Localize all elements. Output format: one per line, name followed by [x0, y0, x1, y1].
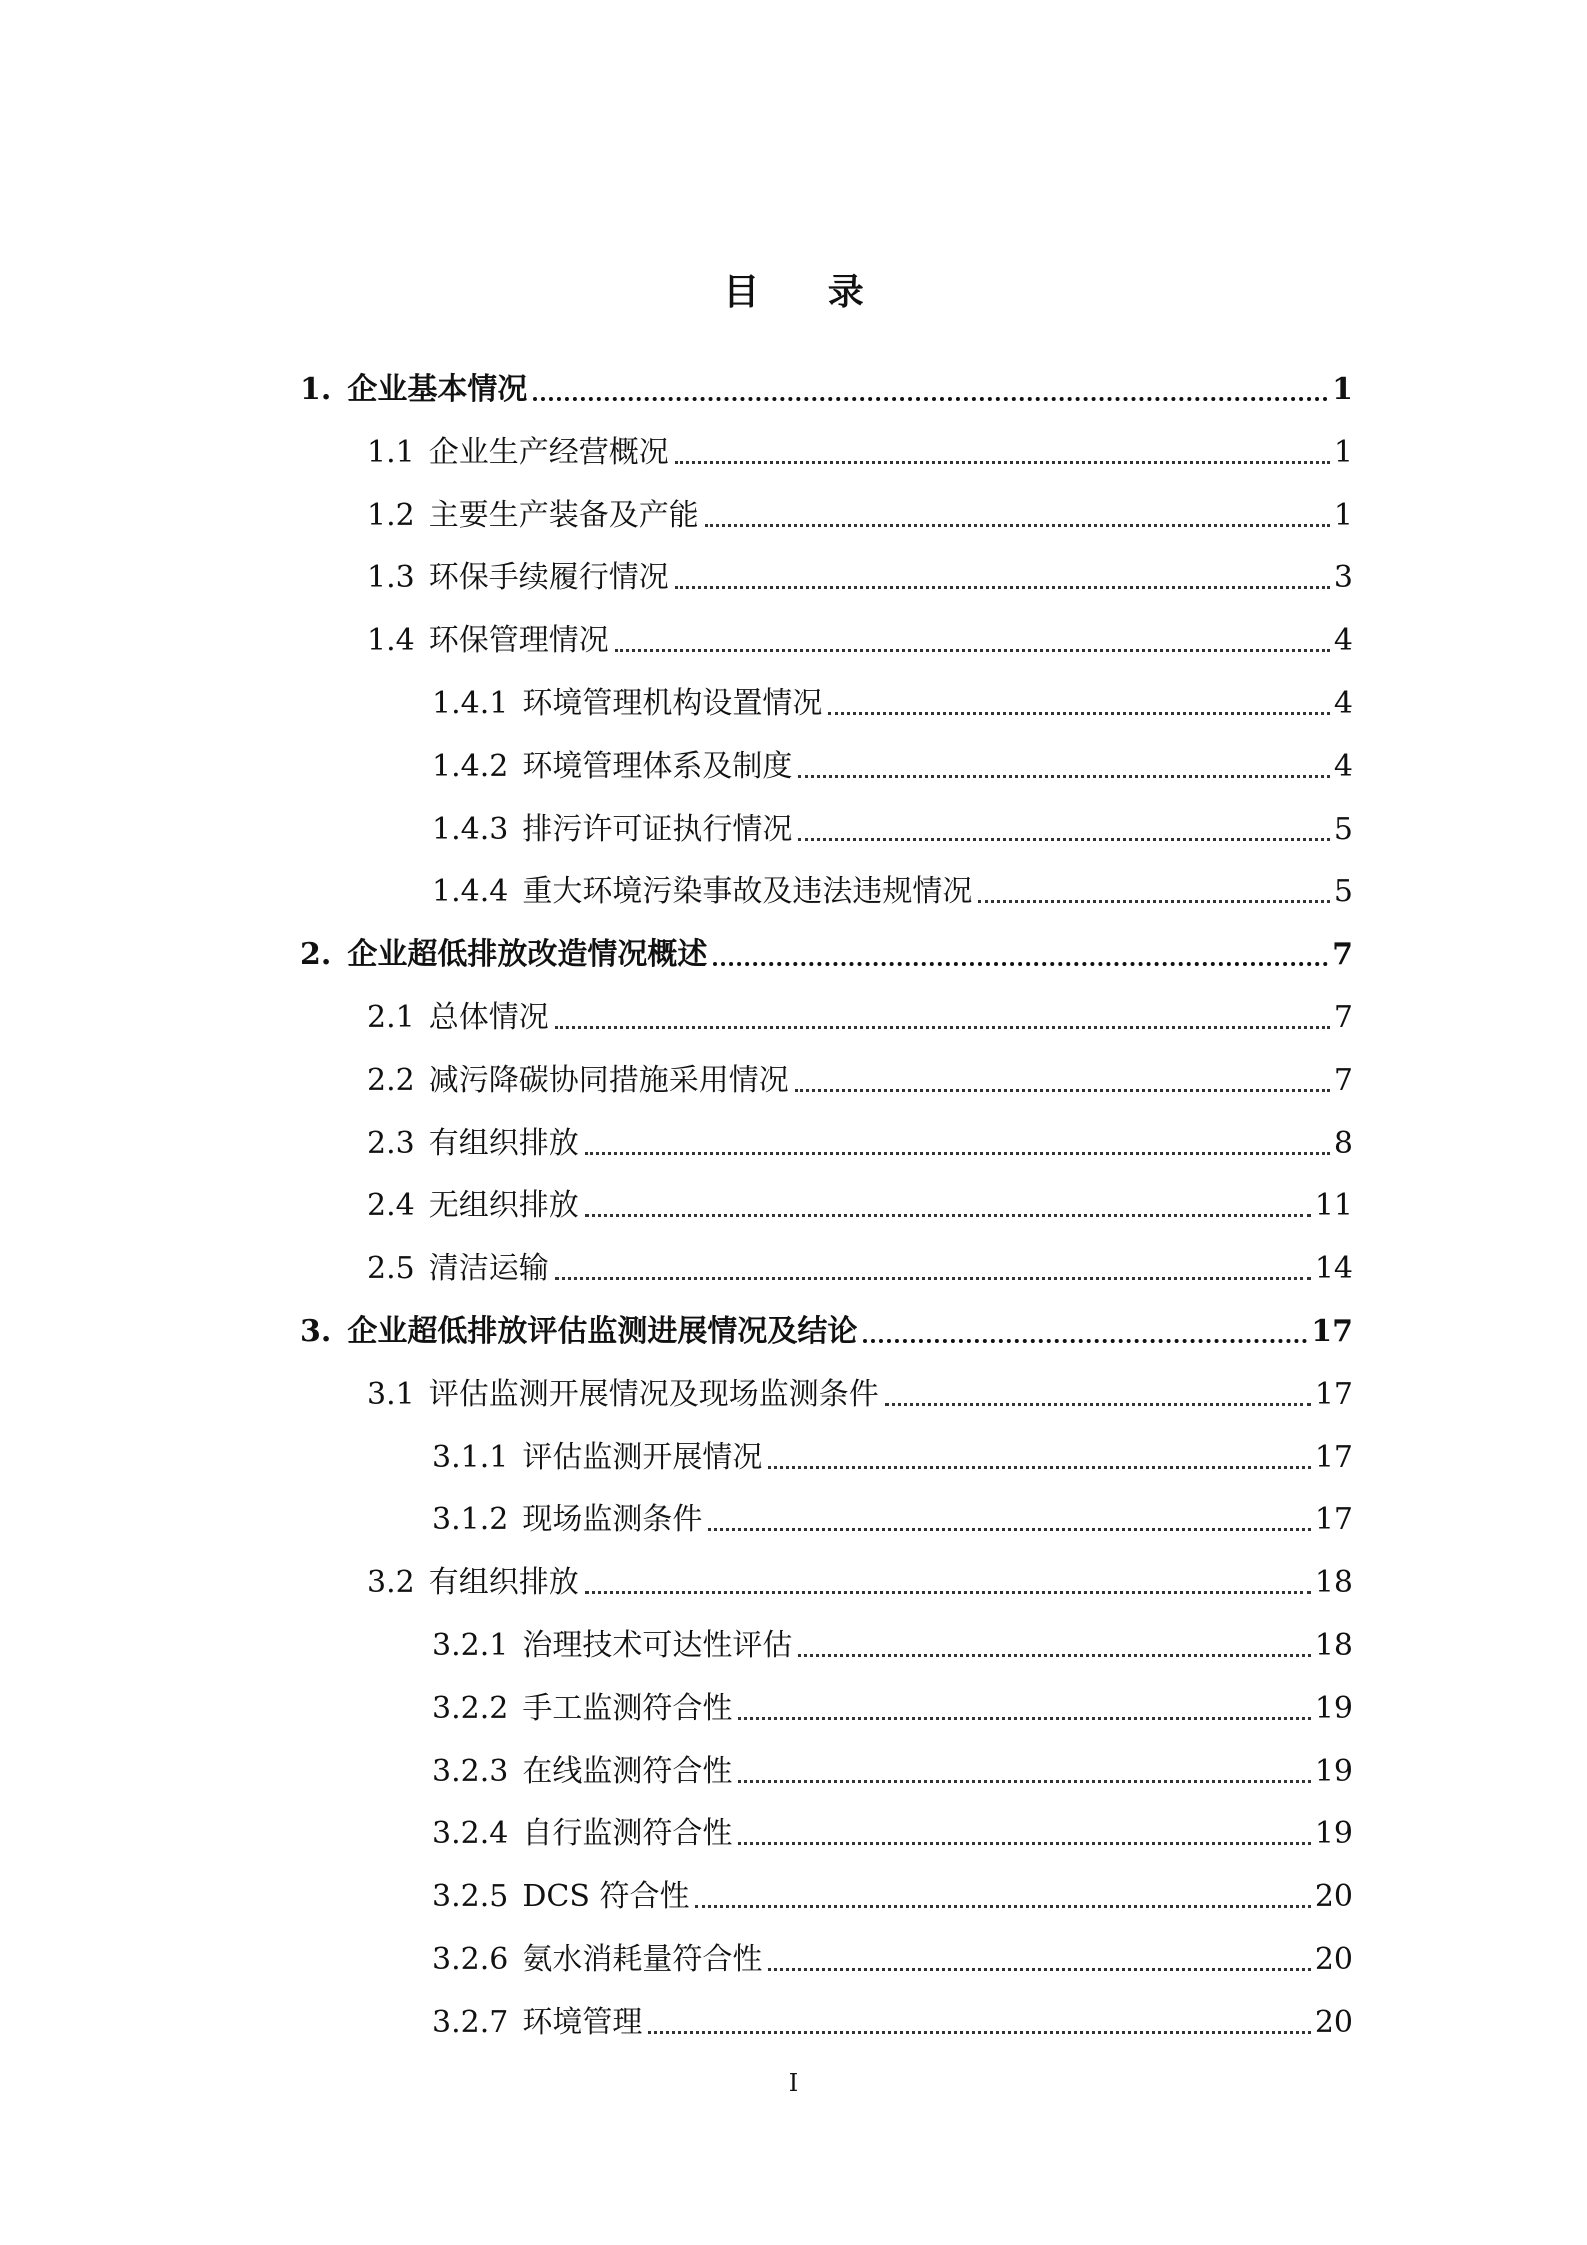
- toc-entry[interactable]: [432, 1434, 1353, 1478]
- toc-entry[interactable]: [432, 868, 1353, 912]
- toc-entry[interactable]: [432, 1496, 1353, 1540]
- toc-entry-title: 总体情况: [428, 1000, 549, 1035]
- toc-entry-title: 无组织排放: [428, 1188, 579, 1224]
- toc-entry-title: 氨水消耗量符合性: [522, 1942, 763, 1977]
- toc-entry-page: 1: [1333, 497, 1353, 533]
- toc-entry-number: 1.4: [367, 623, 415, 659]
- toc-entry-title: 企业基本情况: [347, 372, 528, 407]
- toc-entry-title: 主要生产装备及产能: [428, 497, 699, 533]
- toc-dot-leader: [768, 1968, 1310, 1971]
- toc-dot-leader: [585, 1214, 1311, 1217]
- toc-entry-title: 评估监测开展情况及现场监测条件: [428, 1376, 879, 1412]
- toc-entry-page: 18: [1314, 1565, 1353, 1601]
- toc-entry-title: 环境管理机构设置情况: [522, 686, 823, 721]
- toc-entry-page: 5: [1333, 811, 1353, 847]
- toc-entry-title: 有组织排放: [428, 1125, 579, 1161]
- toc-entry-number: 1.1: [367, 434, 415, 470]
- toc-dot-leader: [738, 1780, 1310, 1783]
- toc-entry[interactable]: [367, 1245, 1353, 1289]
- toc-dot-leader: [585, 1152, 1330, 1155]
- toc-entry-number: 3.2.5: [432, 1879, 509, 1915]
- toc-entry-number: 1.2: [367, 497, 415, 533]
- toc-entry-number: 3.1: [367, 1376, 415, 1412]
- toc-entry-page: 1: [1332, 372, 1353, 407]
- toc-entry-number: 3.2.2: [432, 1690, 509, 1726]
- toc-dot-leader: [615, 649, 1330, 652]
- toc-entry-number: 1.: [300, 372, 332, 407]
- toc-entry-page: 18: [1314, 1628, 1353, 1663]
- toc-entry-page: 7: [1333, 1000, 1353, 1035]
- toc-dot-leader: [675, 586, 1330, 589]
- toc-entry-number: 3.1.2: [432, 1502, 509, 1538]
- toc-dot-leader: [695, 1905, 1310, 1908]
- toc-entry-title: 企业生产经营概况: [428, 434, 669, 470]
- toc-entry-page: 19: [1314, 1753, 1353, 1789]
- toc-entry-title: 减污降碳协同措施采用情况: [428, 1062, 789, 1098]
- toc-entry-title: 现场监测条件: [522, 1502, 703, 1538]
- toc-dot-leader: [555, 1026, 1330, 1029]
- toc-entry[interactable]: [432, 1622, 1353, 1666]
- toc-entry-title: 环境管理: [522, 2004, 643, 2040]
- toc-entry-number: 1.4.2: [432, 748, 509, 784]
- toc-entry-number: 2.3: [367, 1125, 415, 1161]
- toc-entry-title: 清洁运输: [428, 1251, 549, 1287]
- toc-entry[interactable]: [367, 617, 1353, 661]
- toc-entry-page: 20: [1314, 1879, 1353, 1915]
- toc-entry-number: 1.4.1: [432, 686, 509, 721]
- toc-entry[interactable]: [300, 1308, 1353, 1352]
- toc-entry[interactable]: [432, 1810, 1353, 1854]
- toc-entry-title: 企业超低排放改造情况概述: [347, 937, 708, 973]
- toc-entry-number: 3.2.6: [432, 1942, 509, 1977]
- toc-entry-page: 17: [1314, 1502, 1353, 1538]
- toc-entry[interactable]: [367, 994, 1353, 1038]
- toc-entry-page: 19: [1314, 1816, 1353, 1852]
- toc-entry-page: 20: [1314, 2004, 1353, 2040]
- toc-entry-page: 20: [1314, 1942, 1353, 1977]
- toc-entry-number: 1.4.3: [432, 811, 509, 847]
- toc-entry-number: 2.4: [367, 1188, 415, 1224]
- toc-entry-page: 4: [1333, 686, 1353, 721]
- toc-dot-leader: [768, 1466, 1310, 1469]
- toc-entry-page: 7: [1333, 1062, 1353, 1098]
- toc-entry[interactable]: [432, 806, 1353, 850]
- toc-entry-page: 19: [1314, 1690, 1353, 1726]
- toc-entry[interactable]: [300, 931, 1353, 975]
- toc-dot-leader: [705, 524, 1330, 527]
- toc-entry-title: 企业超低排放评估监测进展情况及结论: [347, 1314, 858, 1349]
- toc-entry-title: 环保手续履行情况: [428, 560, 669, 596]
- toc-entry-number: 3.2.1: [432, 1628, 509, 1663]
- toc-entry-page: 3: [1333, 560, 1353, 596]
- toc-entry-title: 手工监测符合性: [522, 1690, 733, 1726]
- toc-entry[interactable]: [367, 1120, 1353, 1164]
- toc-entry[interactable]: [367, 492, 1353, 536]
- toc-entry[interactable]: [367, 554, 1353, 598]
- toc-dot-leader: [675, 461, 1330, 464]
- toc-dot-leader: [978, 900, 1330, 903]
- toc-dot-leader: [555, 1277, 1311, 1280]
- toc-entry-number: 3.2.4: [432, 1816, 509, 1852]
- toc-dot-leader: [798, 1654, 1310, 1657]
- toc-title: 目 录: [723, 271, 892, 313]
- toc-entry-number: 1.3: [367, 560, 415, 596]
- toc-entry-number: 3.: [300, 1314, 332, 1349]
- page-number: I: [788, 2069, 799, 2097]
- toc-entry-page: 4: [1333, 623, 1353, 659]
- toc-entry-number: 2.5: [367, 1251, 415, 1287]
- toc-dot-leader: [738, 1717, 1310, 1720]
- toc-entry[interactable]: [432, 680, 1353, 724]
- toc-dot-leader: [648, 2031, 1310, 2034]
- toc-entry-number: 2.1: [367, 1000, 415, 1035]
- toc-entry-page: 8: [1333, 1125, 1353, 1161]
- toc-dot-leader: [828, 712, 1330, 715]
- toc-entry[interactable]: [367, 1057, 1353, 1101]
- toc-dot-leader: [863, 1339, 1307, 1343]
- toc-dot-leader: [798, 838, 1330, 841]
- toc-dot-leader: [533, 397, 1328, 401]
- toc-entry[interactable]: [432, 1748, 1353, 1792]
- toc-entry[interactable]: [367, 429, 1353, 473]
- toc-entry-title: 在线监测符合性: [522, 1753, 733, 1789]
- toc-entry-page: 5: [1333, 874, 1353, 910]
- toc-dot-leader: [738, 1842, 1310, 1845]
- toc-entry[interactable]: [432, 1936, 1353, 1980]
- toc-entry-number: 3.2: [367, 1565, 415, 1601]
- toc-entry-title: DCS 符合性: [522, 1879, 690, 1915]
- toc-entry[interactable]: [432, 1685, 1353, 1729]
- toc-entry-title: 环境管理体系及制度: [522, 748, 793, 784]
- toc-dot-leader: [798, 775, 1330, 778]
- toc-entry-number: 3.2.7: [432, 2004, 509, 2040]
- toc-entry-title: 治理技术可达性评估: [522, 1628, 793, 1663]
- toc-dot-leader: [585, 1591, 1311, 1594]
- toc-entry-page: 11: [1314, 1188, 1353, 1224]
- toc-dot-leader: [708, 1528, 1310, 1531]
- toc-entry-page: 4: [1333, 748, 1353, 784]
- toc-entry-page: 17: [1314, 1439, 1353, 1475]
- toc-entry[interactable]: [367, 1371, 1353, 1415]
- toc-dot-leader: [885, 1403, 1311, 1406]
- toc-entry[interactable]: [432, 743, 1353, 787]
- toc-entry-page: 1: [1333, 434, 1353, 470]
- toc-entry[interactable]: [367, 1182, 1353, 1226]
- toc-entry[interactable]: [300, 366, 1353, 410]
- toc-entry[interactable]: [432, 1873, 1353, 1917]
- toc-entry[interactable]: [367, 1559, 1353, 1603]
- toc-entry-page: 17: [1311, 1314, 1353, 1349]
- toc-entry-number: 2.: [300, 937, 332, 973]
- toc-entry[interactable]: [432, 1999, 1353, 2043]
- toc-dot-leader: [795, 1089, 1330, 1092]
- toc-entry-title: 重大环境污染事故及违法违规情况: [522, 874, 973, 910]
- toc-entry-title: 排污许可证执行情况: [522, 811, 793, 847]
- toc-entry-page: 7: [1332, 937, 1353, 973]
- toc-entry-page: 17: [1314, 1376, 1353, 1412]
- toc-entry-title: 评估监测开展情况: [522, 1439, 763, 1475]
- toc-entry-number: 3.2.3: [432, 1753, 509, 1789]
- toc-entry-title: 环保管理情况: [428, 623, 609, 659]
- toc-entry-page: 14: [1314, 1251, 1353, 1287]
- toc-entry-title: 有组织排放: [428, 1565, 579, 1601]
- toc-entry-number: 2.2: [367, 1062, 415, 1098]
- toc-entry-title: 自行监测符合性: [522, 1816, 733, 1852]
- toc-entry-number: 3.1.1: [432, 1439, 509, 1475]
- toc-entry-number: 1.4.4: [432, 874, 509, 910]
- toc-dot-leader: [713, 962, 1328, 966]
